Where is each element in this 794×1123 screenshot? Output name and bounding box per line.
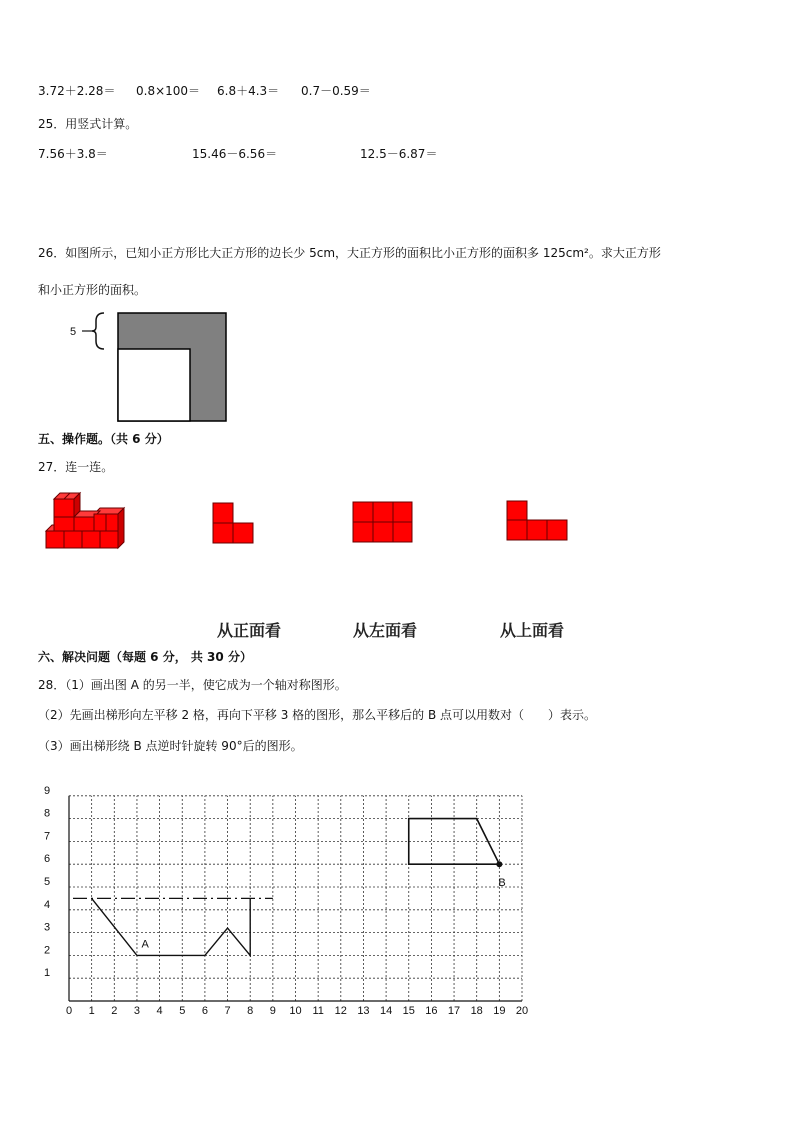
q27-title: 27．连一连。 [38, 460, 114, 474]
y-tick-label: 4 [43, 898, 51, 911]
label-left-view: 从左面看 [353, 621, 418, 640]
y-tick-label: 3 [43, 921, 51, 934]
q25-item-1: 7.56＋3.8＝ [38, 147, 108, 161]
y-tick-label: 9 [43, 784, 51, 797]
x-tick-label: 19 [493, 1005, 506, 1017]
y-tick-label: 2 [43, 944, 51, 957]
x-tick-label: 17 [447, 1005, 461, 1017]
x-tick-label: 12 [334, 1005, 347, 1017]
x-tick-label: 7 [224, 1005, 231, 1017]
x-tick-label: 10 [289, 1005, 302, 1017]
x-tick-label: 11 [312, 1005, 324, 1017]
x-tick-label: 4 [156, 1005, 163, 1017]
calc-0-7-minus-0-59: 0.7－0.59＝ [301, 84, 371, 98]
y-tick-label: 8 [43, 807, 51, 820]
x-tick-label: 3 [133, 1005, 141, 1017]
x-tick-label: 6 [201, 1005, 208, 1017]
x-tick-label: 9 [269, 1005, 276, 1017]
label-top-view: 从上面看 [500, 621, 565, 640]
q26-line-1: 26．如图所示，已知小正方形比大正方形的边长少 5cm，大正方形的面积比小正方形的面积多 125cm²。求大正方形 [38, 246, 661, 260]
y-tick-label: 6 [43, 853, 51, 866]
y-tick-label: 1 [43, 967, 51, 980]
q26-line-2: 和小正方形的面积。 [38, 283, 147, 297]
x-tick-label: 20 [515, 1005, 529, 1017]
label-b: B [498, 877, 506, 890]
grid-tick-labels [44, 785, 528, 1017]
q25-item-2: 15.46－6.56＝ [192, 147, 278, 161]
label-front-view: 从正面看 [217, 621, 282, 640]
q28-part-1: 28．（1）画出图 A 的另一半，使它成为一个轴对称图形。 [38, 678, 347, 692]
x-tick-label: 2 [111, 1005, 118, 1017]
x-tick-label: 5 [179, 1005, 186, 1017]
calc-0-8-times-100: 0.8×100＝ [136, 84, 201, 98]
x-tick-label: 0 [65, 1005, 73, 1017]
q28-part-3: （3）画出梯形绕 B 点逆时针旋转 90°后的图形。 [38, 739, 303, 753]
brace-label: 5 [70, 326, 77, 338]
section-6-title: 六、解决问题（每题 6 分， 共 30 分） [38, 650, 252, 664]
x-tick-label: 14 [379, 1005, 393, 1017]
x-tick-label: 1 [88, 1005, 95, 1017]
label-a: A [141, 938, 149, 951]
section-5-title: 五、操作题。（共 6 分） [38, 432, 169, 446]
y-tick-label: 7 [43, 830, 51, 843]
grid-axes [69, 796, 522, 1001]
point-b [496, 861, 502, 867]
x-tick-label: 15 [402, 1005, 415, 1017]
figure-a [92, 898, 251, 955]
x-tick-label: 8 [247, 1005, 254, 1017]
x-tick-label: 13 [357, 1005, 370, 1017]
calc-3-72-plus-2-28: 3.72＋2.28＝ [38, 84, 116, 98]
x-tick-label: 18 [470, 1005, 483, 1017]
q28-part-2: （2）先画出梯形向左平移 2 格，再向下平移 3 格的图形，那么平移后的 B 点可以用数对（ ）表示。 [38, 708, 597, 722]
calc-6-8-plus-4-3: 6.8＋4.3＝ [217, 84, 280, 98]
grid-lines [69, 796, 522, 1001]
q25-item-3: 12.5－6.87＝ [360, 147, 438, 161]
y-tick-label: 5 [43, 876, 51, 888]
x-tick-label: 16 [425, 1005, 438, 1017]
q25-title: 25．用竖式计算。 [38, 117, 138, 131]
